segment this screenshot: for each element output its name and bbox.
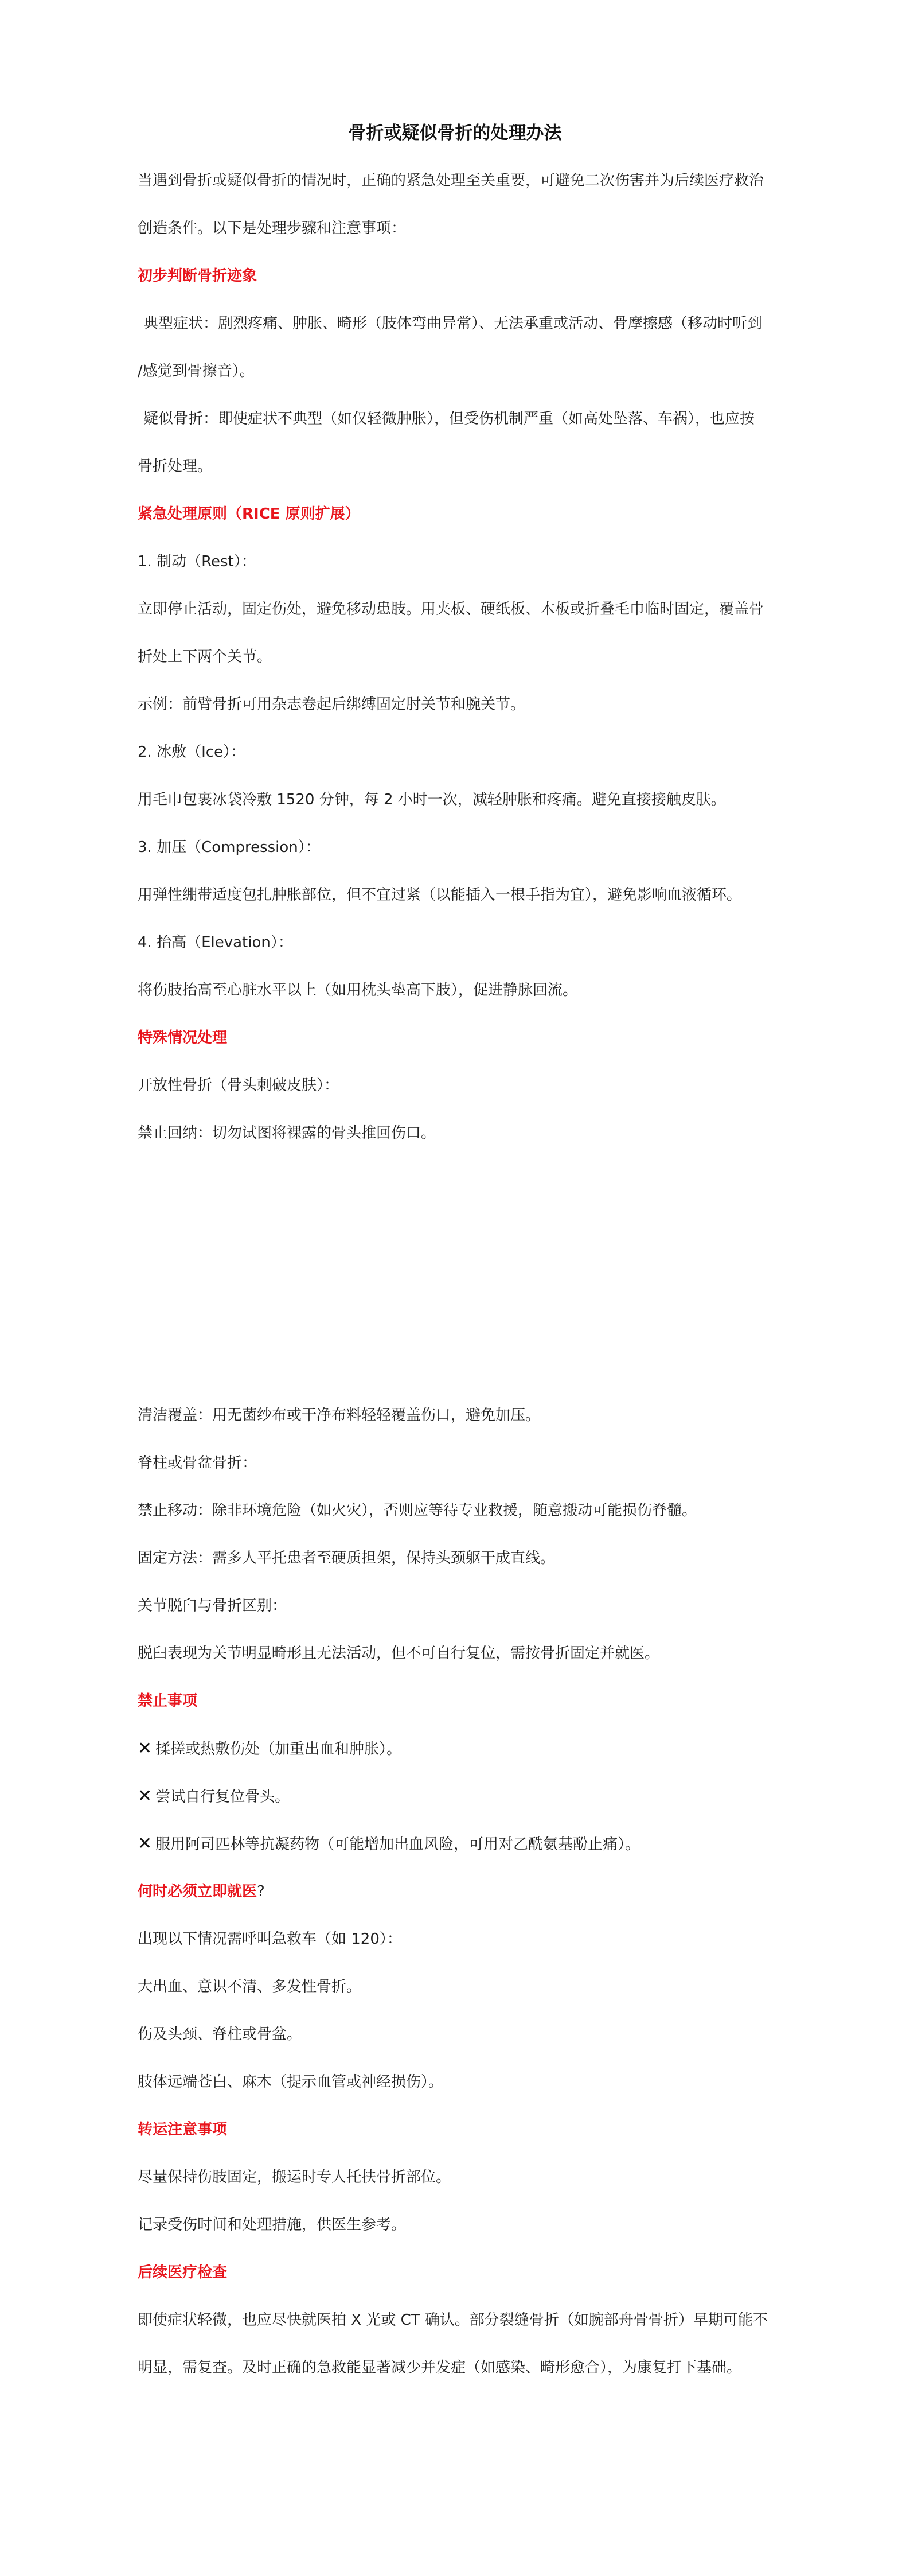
compression-title: 3. 加压（Compression）：: [138, 839, 321, 856]
x-mark-icon: ✕: [138, 1834, 153, 1854]
follow-up-line-1: 即使症状轻微，也应尽快就医拍 X 光或 CT 确认。部分裂缝骨折（如腕部舟骨骨折）早期可能不: [138, 2312, 768, 2329]
emergency-condition-1: 大出血、意识不清、多发性骨折。: [138, 1978, 362, 1995]
open-fracture-line-1: 禁止回纳：切勿试图将裸露的骨头推回伤口。: [138, 1124, 436, 1142]
typical-symptoms-line-2: /感觉到骨擦音）。: [138, 363, 255, 380]
intro-line-2: 创造条件。以下是处理步骤和注意事项：: [138, 220, 407, 237]
emergency-condition-2: 伤及头颈、脊柱或骨盆。: [138, 2026, 302, 2043]
open-fracture-line-2: 清洁覆盖：用无菌纱布或干净布料轻轻覆盖伤口，避免加压。: [138, 1407, 541, 1424]
prohibition-item-text: 服用阿司匹林等抗凝药物（可能增加出血风险，可用对乙酰氨基酚止痛）。: [155, 1836, 640, 1853]
document-title: 骨折或疑似骨折的处理办法: [348, 123, 562, 143]
prohibition-item-text: 尝试自行复位骨头。: [155, 1788, 290, 1805]
ice-line: 用毛巾包裹冰袋冷敷 1520 分钟，每 2 小时一次，减轻肿胀和疼痛。避免直接接触皮肤。: [138, 791, 726, 808]
emergency-condition-3: 肢体远端苍白、麻木（提示血管或神经损伤）。: [138, 2073, 444, 2091]
intro-line-1: 当遇到骨折或疑似骨折的情况时，正确的紧急处理至关重要，可避免二次伤害并为后续医疗救治: [138, 172, 764, 189]
x-mark-icon: ✕: [138, 1786, 153, 1806]
prohibition-item: [138, 1737, 780, 1761]
elevation-title: 4. 抬高（Elevation）：: [138, 934, 293, 951]
prohibition-item: [138, 1785, 780, 1808]
typical-symptoms-line-1: 典型症状：剧烈疼痛、肿胀、畸形（肢体弯曲异常）、无法承重或活动、骨摩擦感（移动时听到: [143, 315, 763, 332]
rest-example: 示例：前臂骨折可用杂志卷起后绑缚固定肘关节和腕关节。: [138, 696, 526, 713]
emergency-call-intro: 出现以下情况需呼叫急救车（如 120）：: [138, 1931, 402, 1948]
prohibition-item: [138, 1832, 780, 1856]
open-fracture-title: 开放性骨折（骨头刺破皮肤）：: [138, 1077, 339, 1094]
section-heading-prohibitions: 禁止事项: [138, 1692, 198, 1710]
rest-line-2: 折处上下两个关节。: [138, 648, 272, 666]
suspected-fracture-line-1: 疑似骨折：即使症状不典型（如仅轻微肿胀），但受伤机制严重（如高处坠落、车祸），也应按: [143, 410, 755, 427]
follow-up-line-2: 明显，需复查。及时正确的急救能显著减少并发症（如感染、畸形愈合），为康复打下基础。: [138, 2359, 742, 2376]
transport-line-1: 尽量保持伤肢固定，搬运时专人托扶骨折部位。: [138, 2169, 451, 2186]
section-heading-follow-up: 后续医疗检查: [138, 2264, 228, 2281]
compression-line: 用弹性绷带适度包扎肿胀部位，但不宜过紧（以能插入一根手指为宜），避免影响血液循环。: [138, 886, 742, 904]
x-mark-icon: ✕: [138, 1738, 153, 1758]
section-heading-transport: 转运注意事项: [138, 2121, 228, 2138]
when-to-seek-care-heading-suffix: ?: [257, 1883, 265, 1900]
section-heading-initial-judgment: 初步判断骨折迹象: [138, 267, 257, 285]
joint-dislocation-line: 脱臼表现为关节明显畸形且无法活动，但不可自行复位，需按骨折固定并就医。: [138, 1645, 660, 1662]
transport-line-2: 记录受伤时间和处理措施，供医生参考。: [138, 2216, 407, 2233]
spine-line-2: 固定方法：需多人平托患者至硬质担架，保持头颈躯干成直线。: [138, 1550, 556, 1567]
rest-line-1: 立即停止活动，固定伤处，避免移动患肢。用夹板、硬纸板、木板或折叠毛巾临时固定，覆盖骨: [138, 601, 764, 618]
prohibition-item-text: 揉搓或热敷伤处（加重出血和肿胀）。: [155, 1741, 402, 1758]
spine-line-1: 禁止移动：除非环境危险（如火灾），否则应等待专业救援，随意搬动可能损伤脊髓。: [138, 1502, 697, 1519]
ice-title: 2. 冰敷（Ice）：: [138, 744, 246, 761]
spine-pelvis-title: 脊柱或骨盆骨折：: [138, 1454, 257, 1472]
section-heading-special-cases: 特殊情况处理: [138, 1029, 228, 1046]
rest-title: 1. 制动（Rest）：: [138, 553, 256, 570]
section-heading-emergency-principles: 紧急处理原则（RICE 原则扩展）: [138, 505, 360, 523]
section-heading-when-to-seek-care: [138, 1880, 780, 1903]
joint-dislocation-title: 关节脱臼与骨折区别：: [138, 1597, 287, 1614]
elevation-line: 将伤肢抬高至心脏水平以上（如用枕头垫高下肢），促进静脉回流。: [138, 982, 578, 999]
when-to-seek-care-heading-text: 何时必须立即就医: [138, 1883, 257, 1900]
suspected-fracture-line-2: 骨折处理。: [138, 458, 213, 475]
